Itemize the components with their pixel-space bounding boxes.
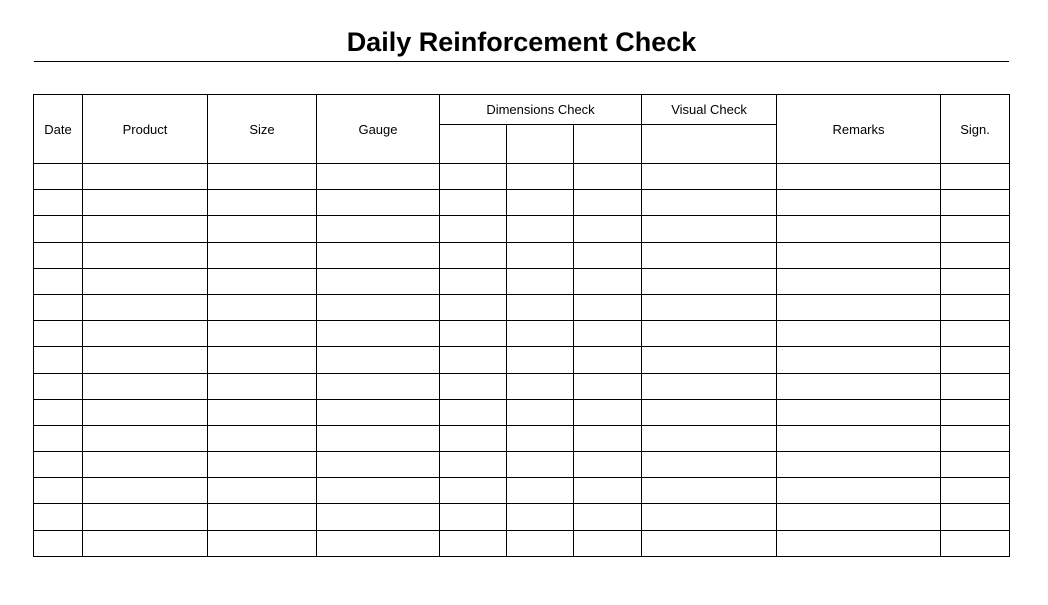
dimension-cell-3[interactable] xyxy=(574,347,642,373)
sign-cell[interactable] xyxy=(941,347,1010,373)
page-title: Daily Reinforcement Check xyxy=(346,27,697,57)
table-row xyxy=(34,530,1010,556)
dimension-cell-3[interactable] xyxy=(574,242,642,268)
sign-cell[interactable] xyxy=(941,190,1010,216)
visual-check-cell[interactable] xyxy=(642,190,777,216)
gauge-cell[interactable] xyxy=(317,294,440,320)
sign-cell[interactable] xyxy=(941,268,1010,294)
date-cell[interactable] xyxy=(34,478,83,504)
gauge-cell[interactable] xyxy=(317,399,440,425)
reinforcement-check-table xyxy=(33,94,1010,557)
date-cell[interactable] xyxy=(34,294,83,320)
table-row xyxy=(34,216,1010,242)
table-row xyxy=(34,164,1010,190)
remarks-cell[interactable] xyxy=(777,321,941,347)
sign-cell[interactable] xyxy=(941,399,1010,425)
sign-cell[interactable] xyxy=(941,373,1010,399)
header-date: Date xyxy=(34,95,83,164)
dimension-cell-1[interactable] xyxy=(440,504,507,530)
dimension-cell-3[interactable] xyxy=(574,164,642,190)
dimension-cell-1[interactable] xyxy=(440,530,507,556)
gauge-cell[interactable] xyxy=(317,504,440,530)
size-cell[interactable] xyxy=(208,399,317,425)
date-cell[interactable] xyxy=(34,347,83,373)
dimension-cell-1[interactable] xyxy=(440,425,507,451)
size-cell[interactable] xyxy=(208,504,317,530)
dimension-cell-2[interactable] xyxy=(507,347,574,373)
title-underline xyxy=(34,61,1009,62)
visual-check-cell[interactable] xyxy=(642,164,777,190)
remarks-cell[interactable] xyxy=(777,242,941,268)
date-cell[interactable] xyxy=(34,504,83,530)
header-product: Product xyxy=(83,95,208,164)
sign-cell[interactable] xyxy=(941,504,1010,530)
table-row xyxy=(34,190,1010,216)
header-visual-sub[interactable] xyxy=(642,125,777,164)
size-cell[interactable] xyxy=(208,478,317,504)
product-cell[interactable] xyxy=(83,268,208,294)
dimension-cell-3[interactable] xyxy=(574,321,642,347)
size-cell[interactable] xyxy=(208,242,317,268)
visual-check-cell[interactable] xyxy=(642,425,777,451)
size-cell[interactable] xyxy=(208,425,317,451)
dimension-cell-2[interactable] xyxy=(507,190,574,216)
dimension-cell-3[interactable] xyxy=(574,530,642,556)
dimension-cell-3[interactable] xyxy=(574,399,642,425)
visual-check-cell[interactable] xyxy=(642,452,777,478)
visual-check-cell[interactable] xyxy=(642,530,777,556)
table-row xyxy=(34,425,1010,451)
sign-cell[interactable] xyxy=(941,530,1010,556)
remarks-cell[interactable] xyxy=(777,373,941,399)
visual-check-cell[interactable] xyxy=(642,504,777,530)
header-sign: Sign. xyxy=(941,95,1010,164)
dimension-cell-2[interactable] xyxy=(507,294,574,320)
gauge-cell[interactable] xyxy=(317,164,440,190)
dimension-cell-3[interactable] xyxy=(574,216,642,242)
remarks-cell[interactable] xyxy=(777,478,941,504)
dimension-cell-1[interactable] xyxy=(440,164,507,190)
remarks-cell[interactable] xyxy=(777,216,941,242)
gauge-cell[interactable] xyxy=(317,530,440,556)
table-row xyxy=(34,242,1010,268)
size-cell[interactable] xyxy=(208,373,317,399)
remarks-cell[interactable] xyxy=(777,530,941,556)
header-dimension-sub-3[interactable] xyxy=(574,125,642,164)
dimension-cell-3[interactable] xyxy=(574,478,642,504)
dimension-cell-2[interactable] xyxy=(507,478,574,504)
visual-check-cell[interactable] xyxy=(642,321,777,347)
product-cell[interactable] xyxy=(83,399,208,425)
dimension-cell-3[interactable] xyxy=(574,425,642,451)
header-visual-check: Visual Check xyxy=(642,95,777,125)
visual-check-cell[interactable] xyxy=(642,294,777,320)
table-body xyxy=(34,164,1010,557)
date-cell[interactable] xyxy=(34,190,83,216)
visual-check-cell[interactable] xyxy=(642,347,777,373)
dimension-cell-1[interactable] xyxy=(440,452,507,478)
sign-cell[interactable] xyxy=(941,164,1010,190)
header-size: Size xyxy=(208,95,317,164)
size-cell[interactable] xyxy=(208,347,317,373)
product-cell[interactable] xyxy=(83,478,208,504)
dimension-cell-2[interactable] xyxy=(507,242,574,268)
dimension-cell-2[interactable] xyxy=(507,164,574,190)
table-row xyxy=(34,347,1010,373)
visual-check-cell[interactable] xyxy=(642,373,777,399)
sign-cell[interactable] xyxy=(941,478,1010,504)
header-dimension-sub-2[interactable] xyxy=(507,125,574,164)
dimension-cell-1[interactable] xyxy=(440,347,507,373)
date-cell[interactable] xyxy=(34,425,83,451)
remarks-cell[interactable] xyxy=(777,268,941,294)
dimension-cell-1[interactable] xyxy=(440,268,507,294)
size-cell[interactable] xyxy=(208,268,317,294)
sign-cell[interactable] xyxy=(941,321,1010,347)
remarks-cell[interactable] xyxy=(777,190,941,216)
table-row xyxy=(34,399,1010,425)
visual-check-cell[interactable] xyxy=(642,399,777,425)
table-row xyxy=(34,478,1010,504)
dimension-cell-2[interactable] xyxy=(507,399,574,425)
sign-cell[interactable] xyxy=(941,425,1010,451)
dimension-cell-2[interactable] xyxy=(507,373,574,399)
dimension-cell-3[interactable] xyxy=(574,504,642,530)
date-cell[interactable] xyxy=(34,373,83,399)
visual-check-cell[interactable] xyxy=(642,216,777,242)
dimension-cell-2[interactable] xyxy=(507,504,574,530)
sign-cell[interactable] xyxy=(941,242,1010,268)
remarks-cell[interactable] xyxy=(777,504,941,530)
table-row xyxy=(34,294,1010,320)
header-dimension-sub-1[interactable] xyxy=(440,125,507,164)
date-cell[interactable] xyxy=(34,452,83,478)
header-remarks: Remarks xyxy=(777,95,941,164)
gauge-cell[interactable] xyxy=(317,216,440,242)
dimension-cell-3[interactable] xyxy=(574,190,642,216)
visual-check-cell[interactable] xyxy=(642,242,777,268)
sign-cell[interactable] xyxy=(941,216,1010,242)
table-row xyxy=(34,321,1010,347)
sign-cell[interactable] xyxy=(941,294,1010,320)
remarks-cell[interactable] xyxy=(777,425,941,451)
dimension-cell-3[interactable] xyxy=(574,452,642,478)
dimension-cell-2[interactable] xyxy=(507,425,574,451)
size-cell[interactable] xyxy=(208,452,317,478)
size-cell[interactable] xyxy=(208,164,317,190)
gauge-cell[interactable] xyxy=(317,425,440,451)
dimension-cell-1[interactable] xyxy=(440,190,507,216)
product-cell[interactable] xyxy=(83,164,208,190)
date-cell[interactable] xyxy=(34,268,83,294)
gauge-cell[interactable] xyxy=(317,242,440,268)
date-cell[interactable] xyxy=(34,216,83,242)
header-dimensions-check: Dimensions Check xyxy=(440,95,642,125)
remarks-cell[interactable] xyxy=(777,399,941,425)
table-row xyxy=(34,373,1010,399)
dimension-cell-2[interactable] xyxy=(507,216,574,242)
product-cell[interactable] xyxy=(83,294,208,320)
gauge-cell[interactable] xyxy=(317,452,440,478)
sign-cell[interactable] xyxy=(941,452,1010,478)
dimension-cell-2[interactable] xyxy=(507,268,574,294)
gauge-cell[interactable] xyxy=(317,268,440,294)
remarks-cell[interactable] xyxy=(777,347,941,373)
dimension-cell-1[interactable] xyxy=(440,373,507,399)
product-cell[interactable] xyxy=(83,242,208,268)
gauge-cell[interactable] xyxy=(317,321,440,347)
date-cell[interactable] xyxy=(34,399,83,425)
product-cell[interactable] xyxy=(83,321,208,347)
dimension-cell-3[interactable] xyxy=(574,268,642,294)
dimension-cell-2[interactable] xyxy=(507,530,574,556)
remarks-cell[interactable] xyxy=(777,294,941,320)
dimension-cell-2[interactable] xyxy=(507,452,574,478)
product-cell[interactable] xyxy=(83,425,208,451)
date-cell[interactable] xyxy=(34,242,83,268)
date-cell[interactable] xyxy=(34,321,83,347)
gauge-cell[interactable] xyxy=(317,478,440,504)
dimension-cell-3[interactable] xyxy=(574,294,642,320)
product-cell[interactable] xyxy=(83,347,208,373)
size-cell[interactable] xyxy=(208,216,317,242)
product-cell[interactable] xyxy=(83,190,208,216)
dimension-cell-1[interactable] xyxy=(440,242,507,268)
visual-check-cell[interactable] xyxy=(642,268,777,294)
product-cell[interactable] xyxy=(83,216,208,242)
size-cell[interactable] xyxy=(208,294,317,320)
product-cell[interactable] xyxy=(83,530,208,556)
dimension-cell-1[interactable] xyxy=(440,399,507,425)
product-cell[interactable] xyxy=(83,504,208,530)
dimension-cell-3[interactable] xyxy=(574,373,642,399)
dimension-cell-1[interactable] xyxy=(440,478,507,504)
product-cell[interactable] xyxy=(83,452,208,478)
visual-check-cell[interactable] xyxy=(642,478,777,504)
dimension-cell-1[interactable] xyxy=(440,216,507,242)
date-cell[interactable] xyxy=(34,530,83,556)
product-cell[interactable] xyxy=(83,373,208,399)
gauge-cell[interactable] xyxy=(317,347,440,373)
dimension-cell-1[interactable] xyxy=(440,294,507,320)
remarks-cell[interactable] xyxy=(777,164,941,190)
size-cell[interactable] xyxy=(208,530,317,556)
size-cell[interactable] xyxy=(208,190,317,216)
dimension-cell-1[interactable] xyxy=(440,321,507,347)
size-cell[interactable] xyxy=(208,321,317,347)
gauge-cell[interactable] xyxy=(317,373,440,399)
table-row xyxy=(34,452,1010,478)
dimension-cell-2[interactable] xyxy=(507,321,574,347)
date-cell[interactable] xyxy=(34,164,83,190)
table-row xyxy=(34,504,1010,530)
header-gauge: Gauge xyxy=(317,95,440,164)
table-row xyxy=(34,268,1010,294)
gauge-cell[interactable] xyxy=(317,190,440,216)
remarks-cell[interactable] xyxy=(777,452,941,478)
